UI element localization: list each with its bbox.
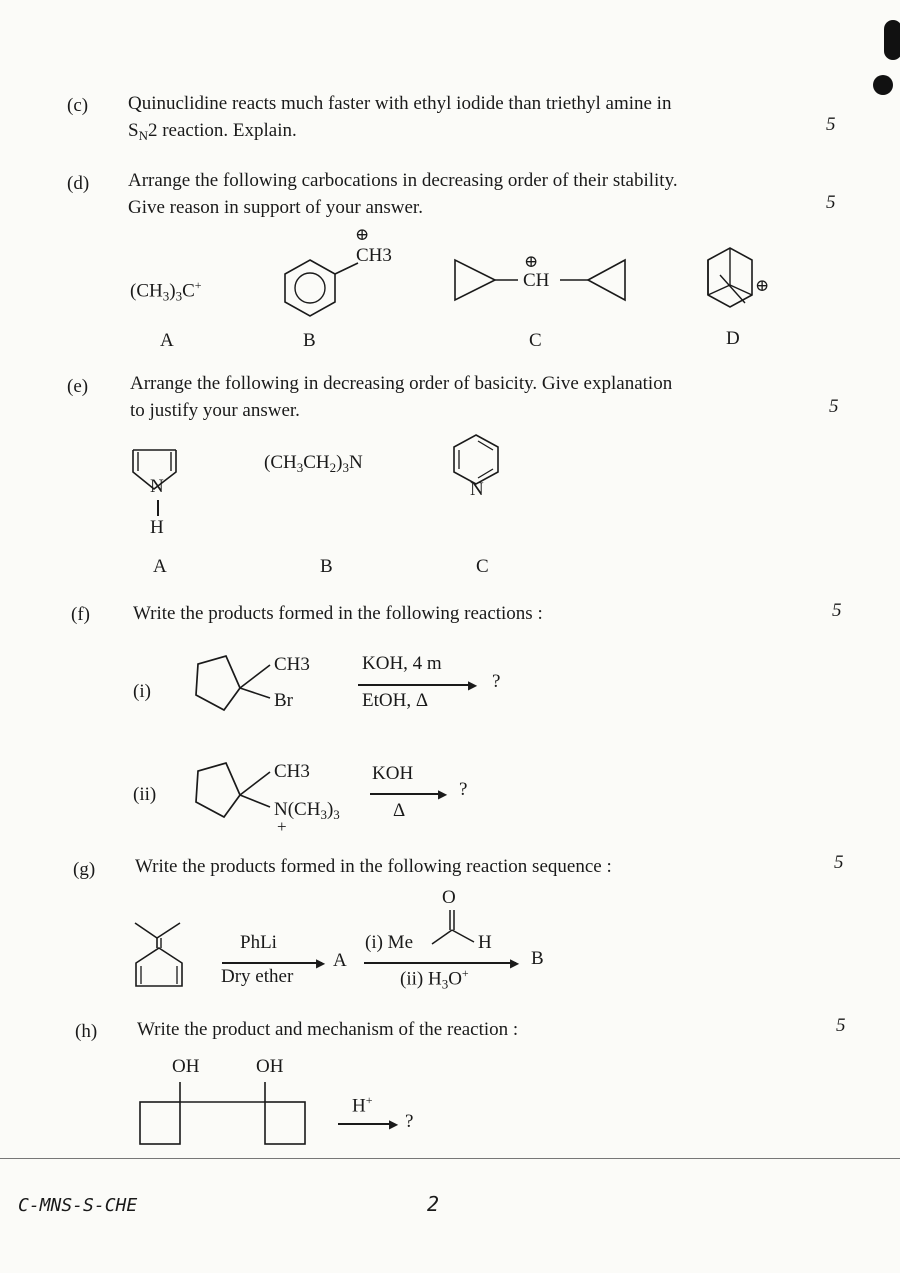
pyrrole-h: H — [150, 517, 164, 538]
pyrrole-structure — [128, 447, 208, 507]
pyridine-n: N — [470, 479, 484, 500]
reaction-f-i-ch3: CH3 — [274, 654, 310, 675]
reaction-f-ii-arrow — [370, 793, 443, 795]
reaction-f-ii-reagent-bottom: Δ — [393, 800, 406, 821]
question-e-line1: Arrange the following in decreasing order of basicity. Give explanation — [130, 373, 673, 394]
triethylamine: $(CH_3CH_2)_3N$ — [264, 452, 363, 475]
question-d-text — [128, 167, 818, 221]
reaction-h-reagent: H+ — [352, 1093, 373, 1117]
benzyl-ch3: CH3 — [356, 245, 392, 266]
reaction-g-product: B — [531, 948, 544, 969]
structure-label-d-d: D — [726, 328, 740, 349]
reaction-f-i-br: Br — [274, 690, 293, 711]
reaction-f-ii-charge: + — [277, 817, 287, 836]
paper-code: C-MNS-S-CHE — [18, 1195, 138, 1216]
benzyl-cation-structure — [280, 225, 420, 315]
reaction-h-arrow — [338, 1123, 394, 1125]
question-c-text — [128, 90, 818, 149]
edge-mark — [884, 20, 900, 60]
reaction-h-oh2: OH — [256, 1056, 284, 1077]
question-f-marks: 5 — [832, 600, 842, 621]
reaction-g-reagent2-bottom: (ii) $H_3O^+$ — [400, 966, 469, 992]
isopropylidene-cyclopentene-structure — [130, 918, 210, 998]
question-c-marks: 5 — [826, 114, 836, 135]
pyrrole-n: N — [150, 476, 164, 497]
cyclopropyl-ch: CH — [523, 270, 550, 291]
reaction-g-arrow2 — [364, 962, 516, 964]
adamantyl-plus: ⊕ — [755, 276, 770, 295]
arrowhead-icon: ▶ — [510, 956, 520, 970]
question-f-label: (f) — [71, 604, 90, 625]
question-c-line1: Quinuclidine reacts much faster with ethyl iodide than triethyl amine in — [128, 93, 672, 114]
dicyclopropyl-cation-structure — [450, 255, 650, 315]
reaction-h-product: ? — [405, 1111, 414, 1132]
reaction-f-i-label: (i) — [133, 681, 151, 702]
question-e-text — [130, 370, 820, 424]
question-h-marks: 5 — [836, 1015, 846, 1036]
question-e-line2: to justify your answer. — [130, 400, 300, 421]
reaction-g-arrow1 — [222, 962, 322, 964]
cyclopropyl-plus: ⊕ — [524, 252, 539, 271]
reaction-g-oxygen: O — [442, 887, 456, 908]
reaction-f-ii-label: (ii) — [133, 784, 157, 805]
edge-mark — [873, 75, 893, 95]
arrowhead-icon: ▶ — [316, 956, 326, 970]
reaction-f-i-product: ? — [492, 671, 501, 692]
question-h-text: Write the product and mechanism of the reaction : — [137, 1019, 519, 1040]
reaction-f-ii-reagent-top: KOH — [372, 763, 414, 784]
reaction-g-intermediate: A — [333, 950, 347, 971]
question-d-line2: Give reason in support of your answer. — [128, 197, 423, 218]
reaction-f-ii-nme3: $N(CH_3)_3$ — [274, 799, 340, 822]
question-g-label: (g) — [73, 859, 96, 880]
question-c-line2: $S_N2$ reaction. Explain. — [128, 120, 297, 143]
structure-label-d-b: B — [303, 330, 316, 351]
structure-label-d-c: C — [529, 330, 542, 351]
page-number: 2 — [427, 1192, 440, 1216]
reaction-f-i-reagent-bottom: EtOH, Δ — [362, 690, 429, 711]
structure-label-d-a: A — [160, 330, 174, 351]
reaction-f-i-arrow — [358, 684, 473, 686]
reaction-g-reagent2-top: (i) Me — [365, 932, 414, 953]
question-f-text: Write the products formed in the following reactions : — [133, 603, 543, 624]
footer-divider — [0, 1158, 900, 1159]
reaction-g-reagent2-h: H — [478, 932, 492, 953]
reaction-f-ii-product: ? — [459, 779, 468, 800]
question-c-label: (c) — [67, 95, 89, 116]
structure-label-e-b: B — [320, 556, 333, 577]
question-d-marks: 5 — [826, 192, 836, 213]
structure-label-e-c: C — [476, 556, 489, 577]
reaction-g-reagent1-bottom: Dry ether — [221, 966, 294, 987]
reaction-f-ii-ch3: CH3 — [274, 761, 310, 782]
question-e-marks: 5 — [829, 396, 839, 417]
reaction-h-oh1: OH — [172, 1056, 200, 1077]
arrowhead-icon: ▶ — [468, 678, 478, 692]
question-h-label: (h) — [75, 1021, 98, 1042]
structure-label-e-a: A — [153, 556, 167, 577]
question-d-label: (d) — [67, 173, 90, 194]
reaction-g-reagent1-top: PhLi — [240, 932, 277, 953]
arrowhead-icon: ▶ — [389, 1117, 399, 1131]
question-g-marks: 5 — [834, 852, 844, 873]
bicyclobutyl-diol-structure — [135, 1080, 335, 1150]
pyrrole-nh-bond — [157, 500, 159, 516]
arrowhead-icon: ▶ — [438, 787, 448, 801]
question-e-label: (e) — [67, 376, 89, 397]
question-d-line1: Arrange the following carbocations in decreasing order of their stability. — [128, 170, 678, 191]
reaction-f-i-reagent-top: KOH, 4 m — [362, 653, 442, 674]
benzyl-plus: ⊕ — [355, 225, 370, 244]
tert-butyl-cation: $(CH_3)_3C^+$ — [130, 278, 202, 304]
question-g-text: Write the products formed in the following reaction sequence : — [135, 856, 612, 877]
